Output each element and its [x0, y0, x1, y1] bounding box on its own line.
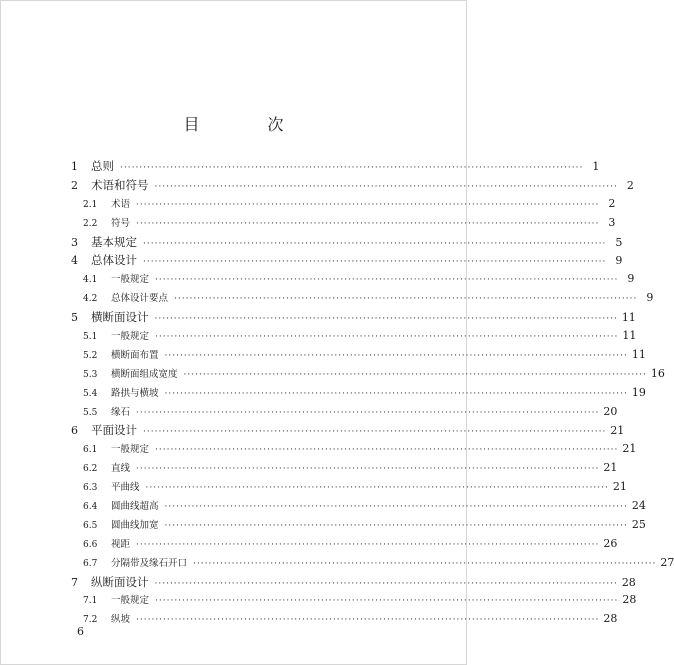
toc-leader-dots: ························································································································ — [174, 294, 638, 305]
toc-entry-label: 路拱与横坡 — [111, 387, 159, 399]
toc-entry-number: 4 — [71, 254, 78, 268]
toc-entry[interactable] — [71, 497, 646, 516]
toc-entry-label: 总则 — [91, 159, 114, 173]
toc-entry[interactable] — [71, 554, 674, 573]
toc-entry-label: 一般规定 — [111, 331, 150, 343]
toc-leader-dots: ························································································································ — [143, 257, 607, 268]
toc-entry[interactable] — [71, 346, 646, 365]
toc-entry-label: 符号 — [111, 217, 131, 229]
toc-entry-label: 一般规定 — [111, 444, 150, 456]
toc-entry[interactable] — [71, 535, 618, 554]
toc-entry-label: 横断面组成宽度 — [111, 368, 178, 380]
toc-entry[interactable] — [71, 176, 634, 195]
toc-leader-dots: ························································································································ — [164, 520, 628, 531]
toc-entry[interactable] — [71, 459, 618, 478]
toc-entry-page: 11 — [621, 311, 636, 325]
toc-entry-page: 2 — [608, 196, 616, 210]
toc-entry-page: 2 — [626, 178, 634, 192]
toc-entry-label: 一般规定 — [111, 274, 150, 286]
toc-leader-dots: ························································································································ — [164, 350, 628, 361]
toc-entry[interactable] — [71, 327, 637, 346]
toc-entry-page: 5 — [615, 235, 623, 249]
toc-entry-number: 5.2 — [83, 350, 98, 361]
toc-entry[interactable] — [71, 591, 637, 610]
toc-entry-label: 分隔带及缘石开口 — [111, 557, 188, 569]
toc-leader-dots: ························································································································ — [136, 464, 600, 475]
toc-entry-label: 圆曲线加宽 — [111, 519, 159, 531]
toc-entry-number: 6.5 — [83, 520, 98, 531]
toc-entry-page: 27 — [660, 555, 674, 569]
toc-entry-number: 6.1 — [83, 445, 98, 456]
toc-entry-number: 6.6 — [83, 539, 98, 550]
toc-entry[interactable] — [71, 516, 646, 535]
toc-entry-number: 6.7 — [83, 558, 98, 569]
toc-entry-number: 2.1 — [83, 199, 98, 210]
toc-entry-number: 5 — [71, 311, 78, 325]
toc-entry-number: 6.3 — [83, 483, 98, 494]
toc-entry-page: 21 — [612, 480, 627, 494]
toc-entry-page: 9 — [646, 291, 654, 305]
toc-leader-dots: ························································································································ — [155, 275, 619, 286]
toc-entry-number: 3 — [71, 235, 78, 249]
toc-entry-number: 7.2 — [83, 615, 98, 626]
toc-entry-number: 5.5 — [83, 407, 98, 418]
toc-entry[interactable] — [71, 233, 623, 252]
toc-entry-page: 21 — [622, 442, 637, 456]
toc-entry-page: 11 — [631, 347, 646, 361]
toc-entry-label: 圆曲线超高 — [111, 501, 159, 513]
toc-entry-page: 1 — [592, 160, 600, 173]
toc-leader-dots: ························································································································ — [136, 199, 600, 210]
toc-leader-dots: ························································································································ — [155, 445, 619, 456]
toc-entry-label: 基本规定 — [91, 234, 137, 249]
toc-entry-label: 横断面设计 — [91, 310, 149, 325]
toc-entry-page: 9 — [627, 272, 635, 286]
toc-leader-dots: ························································································································ — [136, 218, 600, 229]
toc-entry-number: 7 — [71, 575, 78, 589]
toc-entry-label: 总体设计 — [91, 253, 137, 268]
toc-entry-label: 平面设计 — [91, 423, 137, 438]
toc-entry[interactable] — [71, 157, 600, 176]
page-title: 目 次 — [183, 115, 310, 134]
toc-entry-number: 1 — [71, 160, 78, 173]
toc-entry[interactable] — [71, 421, 625, 440]
toc-entry[interactable] — [71, 384, 646, 403]
toc-entry-page: 16 — [650, 366, 665, 380]
toc-entry[interactable] — [71, 195, 616, 214]
toc-entry-label: 横断面布置 — [111, 349, 159, 361]
toc-entry[interactable] — [71, 365, 665, 384]
toc-entry-label: 视距 — [111, 538, 131, 550]
toc-entry-number: 2 — [71, 178, 78, 192]
toc-entry-label: 纵断面设计 — [91, 574, 149, 589]
toc-leader-dots: ························································································································ — [154, 181, 618, 192]
toc-entry[interactable] — [71, 251, 623, 270]
toc-leader-dots: ························································································································ — [154, 578, 618, 589]
toc-entry-label: 平曲线 — [111, 482, 140, 494]
toc-leader-dots: ························································································································ — [136, 539, 600, 550]
toc-entry-label: 直线 — [111, 463, 131, 475]
toc-entry-number: 5.1 — [83, 332, 98, 343]
table-of-contents — [71, 157, 674, 629]
toc-entry-page: 20 — [603, 404, 618, 418]
toc-leader-dots: ························································································································ — [120, 163, 584, 173]
toc-entry-number: 7.1 — [83, 596, 98, 607]
toc-entry-label: 术语 — [111, 198, 131, 210]
toc-entry-number: 4.2 — [83, 294, 98, 305]
toc-entry[interactable] — [71, 270, 635, 289]
toc-leader-dots: ························································································································ — [183, 369, 647, 380]
toc-entry[interactable] — [71, 478, 627, 497]
toc-leader-dots: ························································································································ — [164, 388, 628, 399]
toc-entry-label: 缘石 — [111, 406, 131, 418]
toc-entry-page: 11 — [622, 329, 637, 343]
toc-entry[interactable] — [71, 214, 616, 233]
toc-entry-page: 9 — [615, 254, 623, 268]
toc-entry-number: 5.3 — [83, 369, 98, 380]
toc-entry-page: 26 — [603, 536, 618, 550]
toc-entry-page: 21 — [610, 424, 625, 438]
toc-leader-dots: ························································································································ — [155, 332, 619, 343]
toc-entry-number: 4.1 — [83, 275, 98, 286]
toc-leader-dots: ························································································································ — [136, 615, 600, 626]
toc-entry-number: 6 — [71, 424, 78, 438]
toc-entry-page: 28 — [621, 575, 636, 589]
toc-leader-dots: ························································································································ — [143, 427, 607, 438]
toc-leader-dots: ························································································································ — [164, 502, 628, 513]
toc-entry-number: 6.2 — [83, 464, 98, 475]
toc-entry[interactable] — [71, 573, 636, 592]
toc-leader-dots: ························································································································ — [193, 558, 657, 569]
toc-entry[interactable] — [71, 610, 618, 629]
toc-entry-page: 28 — [603, 612, 618, 626]
toc-leader-dots: ························································································································ — [155, 596, 619, 607]
toc-entry-page: 24 — [631, 499, 646, 513]
toc-leader-dots: ························································································································ — [136, 407, 600, 418]
toc-entry-page: 28 — [622, 593, 637, 607]
toc-entry[interactable] — [71, 308, 636, 327]
toc-leader-dots: ························································································································ — [154, 314, 618, 325]
toc-leader-dots: ························································································································ — [143, 238, 607, 249]
toc-entry-number: 2.2 — [83, 218, 98, 229]
toc-entry-label: 纵坡 — [111, 614, 131, 626]
toc-entry-page: 25 — [631, 517, 646, 531]
page-number: 6 — [77, 625, 84, 638]
toc-entry-label: 一般规定 — [111, 595, 150, 607]
toc-entry-number: 6.4 — [83, 502, 98, 513]
toc-entry-number: 5.4 — [83, 388, 98, 399]
toc-entry-page: 19 — [631, 385, 646, 399]
toc-entry-page: 3 — [608, 215, 616, 229]
toc-entry-label: 术语和符号 — [91, 177, 149, 192]
toc-entry[interactable] — [71, 403, 618, 422]
toc-entry-page: 21 — [603, 461, 618, 475]
toc-entry[interactable] — [71, 440, 637, 459]
toc-entry[interactable] — [71, 289, 654, 308]
toc-leader-dots: ························································································································ — [145, 483, 609, 494]
toc-entry-label: 总体设计要点 — [111, 293, 169, 305]
